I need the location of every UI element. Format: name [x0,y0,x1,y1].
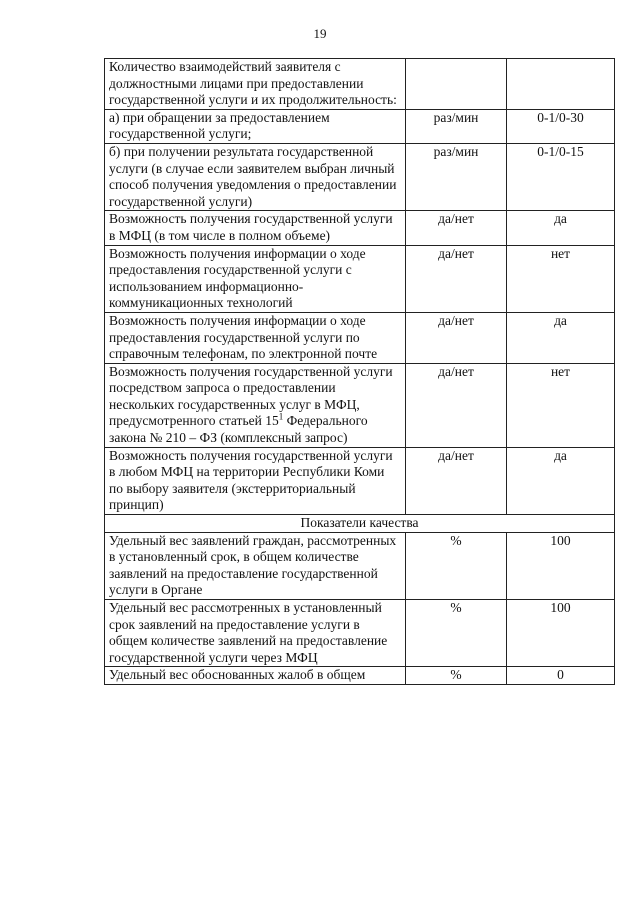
table-row [105,447,615,514]
table-row [105,109,615,143]
indicator-value: да [507,447,615,514]
indicator-unit: да/нет [406,447,507,514]
table-row [105,600,615,667]
indicator-value: 0-1/0-30 [507,109,615,143]
indicator-unit: да/нет [406,245,507,312]
indicator-value: да [507,312,615,363]
indicator-name-part: Федерального закона № 210 – ФЗ (комплексный запрос) [109,413,368,446]
indicators-table [104,58,615,685]
indicator-name: Возможность получения информации о ходе предоставления государственной услуги по справочным телефонам, по электронной почте [105,312,406,363]
indicator-unit: да/нет [406,211,507,245]
indicator-value [507,59,615,110]
indicator-name: а) при обращении за предоставлением государственной услуги; [105,109,406,143]
indicator-name: б) при получении результата государственной услуги (в случае если заявителем выбран личный способ получения уведомления о предоставлении государственной услуги) [105,143,406,210]
indicator-name: Удельный вес обоснованных жалоб в общем [105,667,406,685]
indicator-unit: % [406,667,507,685]
table-row [105,143,615,210]
indicator-name: Возможность получения государственной услуги в любом МФЦ на территории Республики Коми по выбору заявителя (экстерриториальный принцип) [105,447,406,514]
indicator-name: Удельный вес рассмотренных в установленный срок заявлений на предоставление услуги в общем количестве заявлений на предоставление государственной услуги через МФЦ [105,600,406,667]
table-row [105,532,615,599]
indicator-name [105,363,406,447]
indicator-value: 100 [507,600,615,667]
indicator-value: да [507,211,615,245]
page-number: 19 [313,26,327,41]
indicator-unit: да/нет [406,312,507,363]
indicator-name-part: Возможность получения государственной услуги посредством запроса о предоставлении нескольких государственных услуг в МФЦ, предусмотренного статьей 15 [109,363,393,429]
indicator-name: Количество взаимодействий заявителя с должностными лицами при предоставлении государственной услуги и их продолжительность: [105,59,406,110]
section-row [105,515,615,533]
superscript: 1 [278,411,284,422]
indicator-value: 0-1/0-15 [507,143,615,210]
table-row [105,59,615,110]
table-row [105,667,615,685]
indicator-unit: да/нет [406,363,507,447]
indicator-value: 0 [507,667,615,685]
indicator-unit: раз/мин [406,109,507,143]
indicator-value: 100 [507,532,615,599]
indicator-unit: % [406,600,507,667]
indicator-value: нет [507,245,615,312]
indicator-name: Удельный вес заявлений граждан, рассмотренных в установленный срок, в общем количестве заявлений на предоставление государственной услуги в Органе [105,532,406,599]
indicator-name: Возможность получения государственной услуги в МФЦ (в том числе в полном объеме) [105,211,406,245]
table-row [105,245,615,312]
table-row [105,211,615,245]
table-row [105,363,615,447]
indicator-unit [406,59,507,110]
indicator-name: Возможность получения информации о ходе предоставления государственной услуги с использованием информационно-коммуникационных технологий [105,245,406,312]
indicator-unit: раз/мин [406,143,507,210]
indicator-value: нет [507,363,615,447]
indicator-unit: % [406,532,507,599]
table-row [105,312,615,363]
section-title: Показатели качества [105,515,615,533]
